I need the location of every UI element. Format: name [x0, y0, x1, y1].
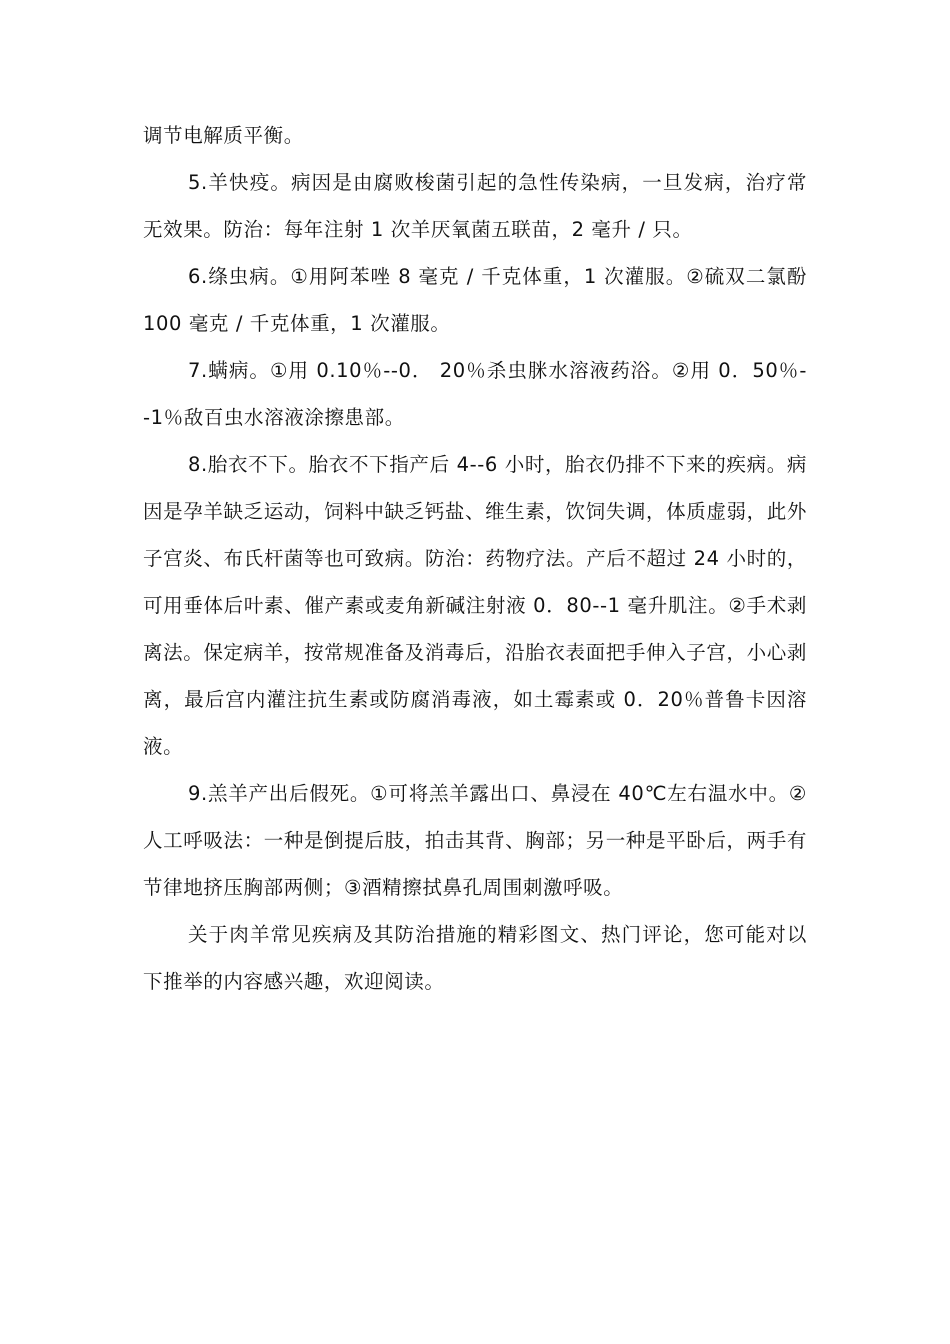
paragraph-sheep-braxy: 5.羊快疫。病因是由腐败梭菌引起的急性传染病，一旦发病，治疗常无效果。防治：每年注射 1 次羊厌氧菌五联苗，2 毫升 / 只。	[143, 171, 807, 241]
paragraph-retained-placenta: 8.胎衣不下。胎衣不下指产后 4--6 小时，胎衣仍排不下来的疾病。病因是孕羊缺乏运动，饲料中缺乏钙盐、维生素，饮饲失调，体质虚弱，此外子宫炎、布氏杆菌等也可致病。防治：药物疗法。产后不超过 24 小时的，可用垂体后叶素、催产素或麦角新碱注射液 0．80--1 毫升肌注。②手术剥离法。保定病羊，按常规准备及消毒后，沿胎衣表面把手伸入子宫，小心剥离，最后宫内灌注抗生素或防腐消毒液，如土霉素或 0．20％普鲁卡因溶液。	[143, 453, 807, 758]
paragraph-mange: 7.螨病。①用 0.10％--0． 20％杀虫脒水溶液药浴。②用 0．50％--1％敌百虫水溶液涂擦患部。	[143, 359, 807, 429]
document-body	[143, 112, 807, 1005]
paragraph-lamb-asphyxia: 9.羔羊产出后假死。①可将羔羊露出口、鼻浸在 40℃左右温水中。②人工呼吸法：一种是倒提后肢，拍击其背、胸部；另一种是平卧后，两手有节律地挤压胸部两侧；③酒精擦拭鼻孔周围刺激呼吸。	[143, 782, 807, 899]
paragraph-electrolyte-continuation: 调节电解质平衡。	[143, 124, 304, 147]
paragraph-closing-note: 关于肉羊常见疾病及其防治措施的精彩图文、热门评论，您可能对以下推举的内容感兴趣，欢迎阅读。	[143, 923, 807, 993]
paragraph-tapeworm: 6.绦虫病。①用阿苯唑 8 毫克 / 千克体重，1 次灌服。②硫双二氯酚 100 毫克 / 千克体重，1 次灌服。	[143, 265, 807, 335]
